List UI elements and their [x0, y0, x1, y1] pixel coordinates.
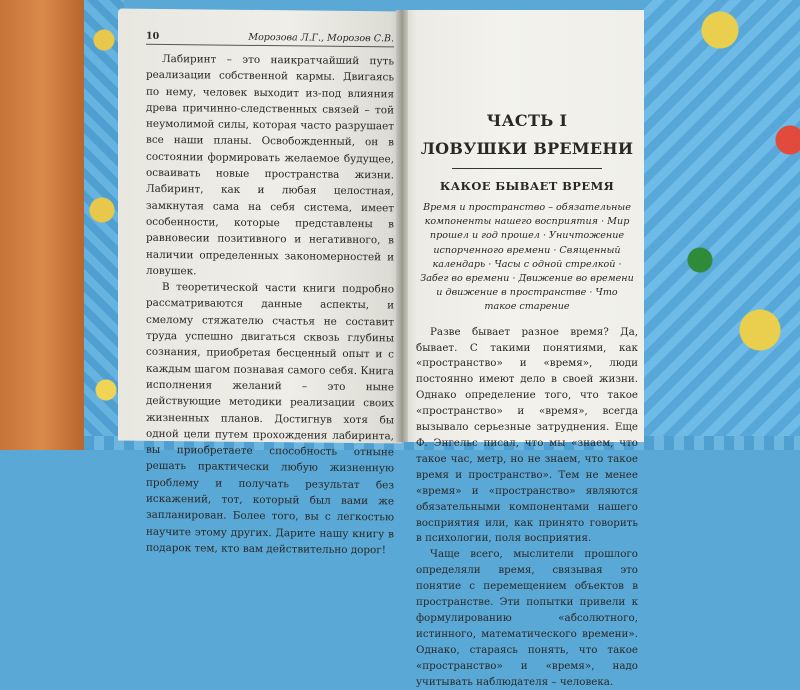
left-page: [118, 9, 402, 557]
left-running-head: [146, 31, 394, 48]
chapter-title: КАКОЕ БЫВАЕТ ВРЕМЯ: [439, 179, 615, 193]
book-gutter: [396, 10, 408, 442]
right-page-text: [416, 325, 638, 690]
right-paragraph-1: Разве бывает разное время? Да, бывает. С такими понятиями, как «пространство» и «время», люди постоянно имеют дело в своей жизни. Однако определение того, что такое «пространство» и «время», всегда вызывало серьезные затруднения. Еще Ф. Энгельс писал, что мы «знаем, что такое час, метр, но не знаем, что такое время и пространство». Тем не менее «время» и «пространство» являются обязательными компонентами нашего восприятия или, как принято говорить в психологии, поля восприятия.: [416, 325, 638, 545]
left-page-text: [146, 51, 394, 559]
right-page: [402, 10, 644, 688]
patterned-carpet: [640, 0, 800, 450]
right-paragraph-2: Чаще всего, мыслители прошлого определяли время, связывая это понятие с перемещением объектов в пространстве. Эти попытки привели к формулированию «абсолютного, истинного, математического времени». Однако, стараясь понять, что такое «пространство» и «время», надо учитывать наблюдателя – человека.: [416, 548, 638, 688]
left-paragraph-1: Лабиринт – это наикратчайший путь реализации собственной кармы. Двигаясь по нему, человек выходит из-под влияния древа причинно-следственных связей – той неумолимой силы, которая часто разрушает все наши планы. Освобожденный, он в состоянии формировать желаемое будущее, осваивать новые пространства жизни. Лабиринт, как и любая целостная, замкнутая сама на себя система, имеет особенности, которые представлены в равновесии позитивного и негативного, в наличии определенных закономерностей и ловушек.: [146, 52, 394, 278]
left-paragraph-2: В теоретической части книги подробно рассматриваются данные аспекты, и смелому стяжателю счастья не составит труда успешно двигаться сквозь глубины сознания, приобретая бесценный опыт и с каждым шагом познавая самого себя. Книга исполнения желаний – это ныне действующие методики реализации своих жизненных планов. Достигнув хотя бы одной цели путем прохождения лабиринта, вы приобретаете способность отныне решать практически любую жизненную проблему и получать результат без искажений, тот, который был вами же запланирован. Более того, вы с легкостью научите этому других. Дарите нашу книгу в подарок тем, кто вам действительно дорог!: [146, 281, 394, 557]
running-head-authors: Морозова Л.Г., Морозов С.В.: [248, 31, 394, 45]
part-title: ЧАСТЬ I: [486, 111, 568, 130]
chapter-abstract: Время и пространство – обязательные компоненты нашего восприятия · Мир прошел и год прошел · Уничтожение испорченного времени · Священный календарь · Часы с одной стрелкой · Забег во времени · Движение во времени и движение в пространстве · Что такое старение: [420, 202, 634, 313]
title-rule: [452, 168, 602, 169]
part-subtitle: ЛОВУШКИ ВРЕМЕНИ: [420, 139, 634, 158]
page-number: 10: [146, 30, 160, 42]
